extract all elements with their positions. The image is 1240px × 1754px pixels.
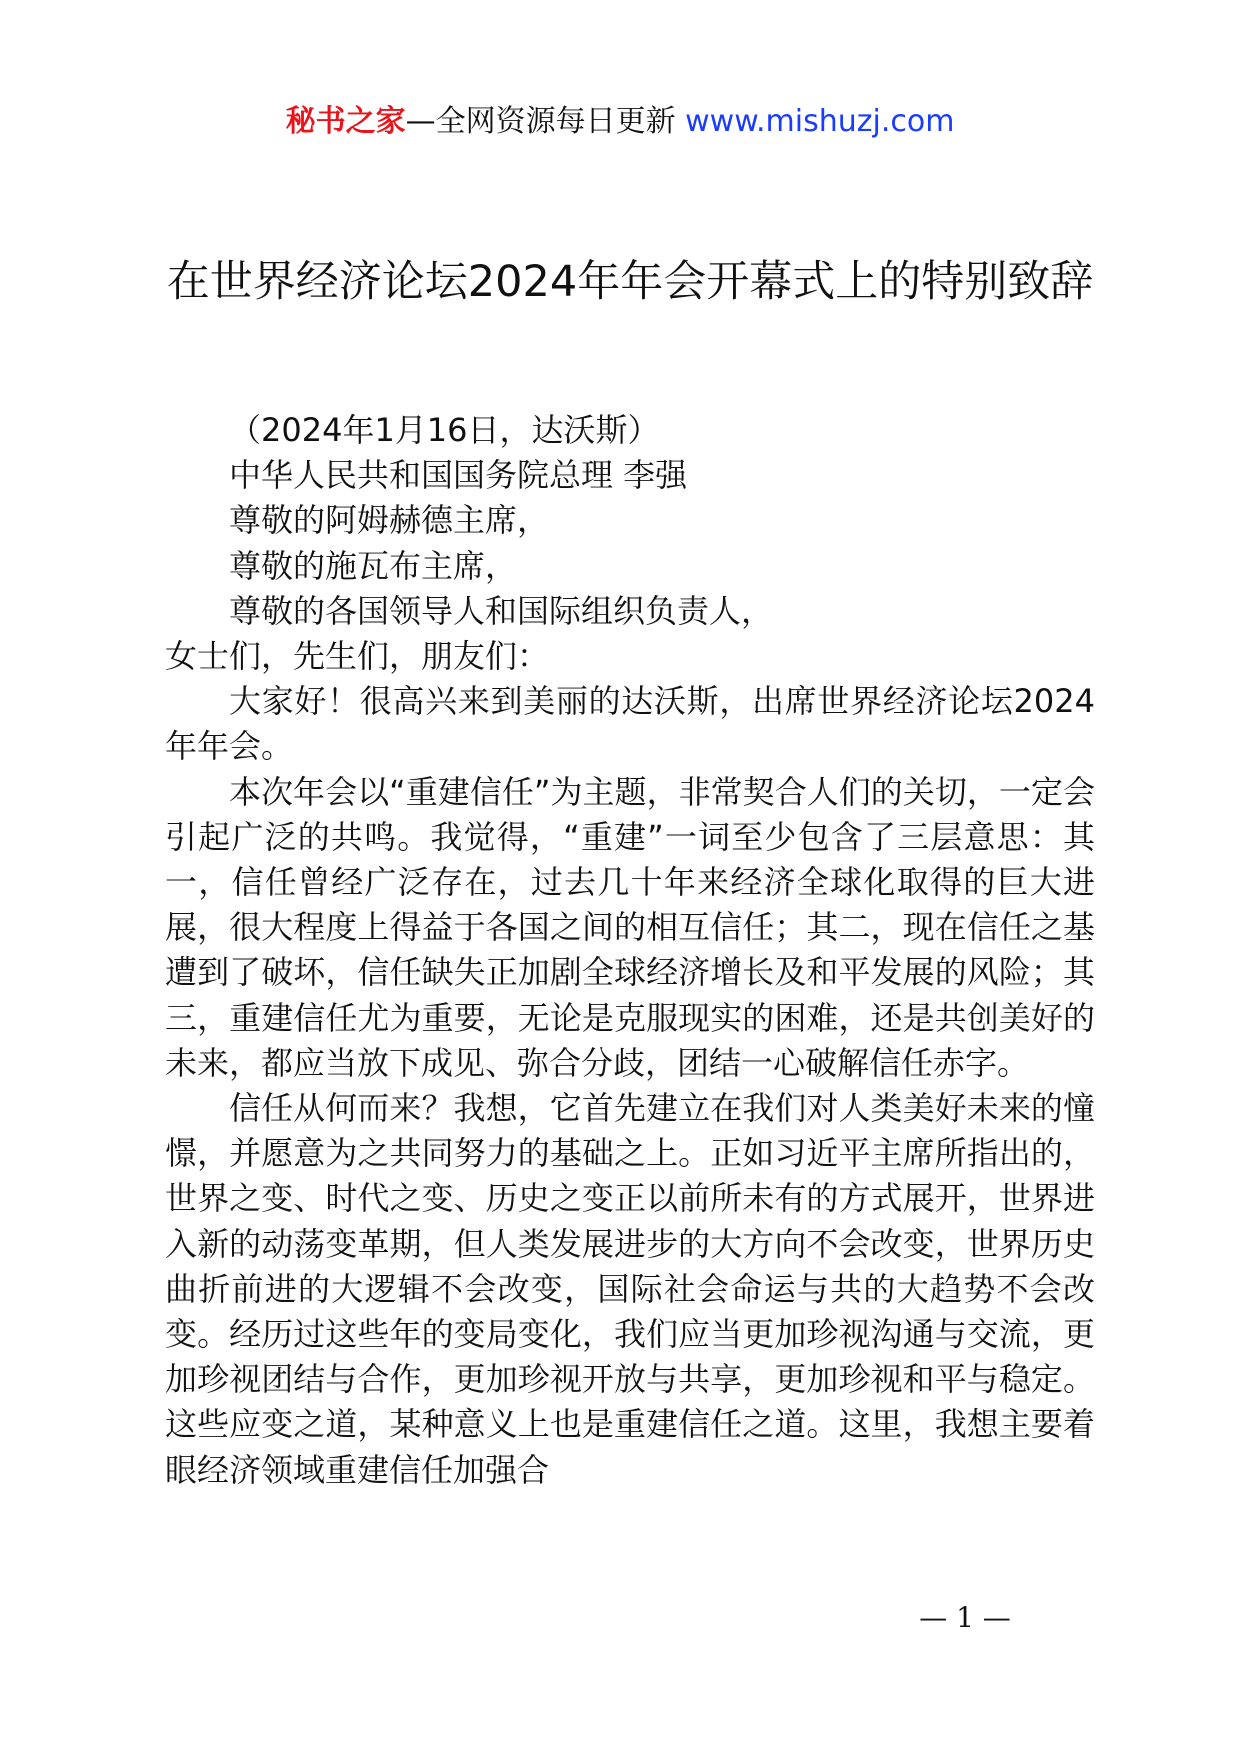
site-header <box>0 100 1240 144</box>
date-line: （2024年1月16日，达沃斯） <box>229 411 660 449</box>
site-tagline: —全网资源每日更新 <box>405 104 676 139</box>
body-paragraph: 信任从何而来？我想，它首先建立在我们对人类美好未来的憧憬，并愿意为之共同努力的基础之上。正如习近平主席所指出的，世界之变、时代之变、历史之变正以前所未有的方式展开，世界进入新的动荡变革期，但人类发展进步的大方向不会改变，世界历史曲折前进的大逻辑不会改变，国际社会命运与共的大趋势不会改变。经历过这些年的变局变化，我们应当更加珍视沟通与交流，更加珍视团结与合作，更加珍视开放与共享，更加珍视和平与稳定。这些应变之道，某种意义上也是重建信任之道。这里，我想主要着眼经济领域重建信任加强合 <box>165 1089 1095 1489</box>
document-title: 在世界经济论坛2024年年会开幕式上的特别致辞 <box>166 257 1094 307</box>
document-body <box>165 408 1095 1493</box>
site-url-link[interactable]: www.mishuzj.com <box>685 104 955 139</box>
site-brand: 秘书之家 <box>285 104 406 139</box>
salutation-line: 尊敬的施瓦布主席， <box>229 546 518 585</box>
audience-line: 女士们，先生们，朋友们： <box>165 637 550 676</box>
salutation-line: 尊敬的各国领导人和国际组织负责人， <box>229 591 774 630</box>
page-number: — 1 — <box>919 1601 1011 1634</box>
salutation-line: 尊敬的阿姆赫德主席， <box>229 501 550 540</box>
body-paragraph: 大家好！很高兴来到美丽的达沃斯，出席世界经济论坛2024年年会。 <box>165 682 1095 766</box>
body-paragraph: 本次年会以“重建信任”为主题，非常契合人们的关切，一定会引起广泛的共鸣。我觉得，“重建”一词至少包含了三层意思：其一，信任曾经广泛存在，过去几十年来经济全球化取得的巨大进展，很大程度上得益于各国之间的相互信任；其二，现在信任之基遭到了破坏，信任缺失正加剧全球经济增长及和平发展的风险；其三，重建信任尤为重要，无论是克服现实的困难，还是共创美好的未来，都应当放下成见、弥合分歧，团结一心破解信任赤字。 <box>165 772 1095 1082</box>
speaker-line: 中华人民共和国国务院总理 李强 <box>229 456 688 495</box>
